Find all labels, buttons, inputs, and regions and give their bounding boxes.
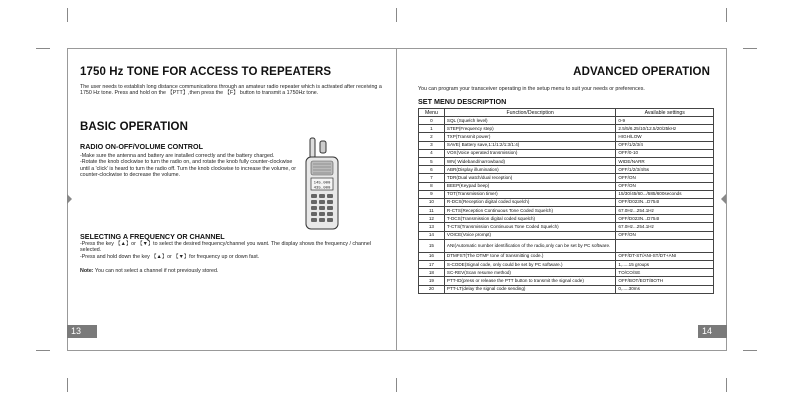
table-row [419, 117, 714, 125]
table-row [419, 133, 714, 141]
radio-onoff-para-1: -Make sure the antenna and battery are installed correctly and the battery charged. [80, 153, 275, 159]
table-row [419, 231, 714, 239]
table-row [419, 277, 714, 285]
settings-cell: WIDE/NARR [616, 157, 714, 165]
menu-number-cell: 14 [419, 231, 445, 239]
table-row [419, 174, 714, 182]
function-cell: SQL (Squelch level) [444, 117, 616, 125]
menu-number-cell: 2 [419, 133, 445, 141]
table-row [419, 182, 714, 190]
set-menu-heading: SET MENU DESCRIPTION [418, 97, 507, 106]
note-text: You can not select a channel if not previously stored. [93, 268, 219, 274]
settings-cell: OFF/1/2/3/4/5s [616, 166, 714, 174]
channel-heading: SELECTING A FREQUENCY OR CHANNEL [80, 232, 225, 241]
right-page-title: ADVANCED OPERATION [573, 66, 710, 78]
settings-cell: OFF/D023N...D754I [616, 215, 714, 223]
menu-number-cell: 15 [419, 239, 445, 252]
settings-cell: 0-9 [616, 117, 714, 125]
settings-cell: 15/30/45/60.../585/600seconds [616, 190, 714, 198]
table-row [419, 215, 714, 223]
table-row [419, 198, 714, 206]
settings-cell: 67.0Hz...254.1Hz [616, 223, 714, 231]
menu-number-cell: 5 [419, 157, 445, 165]
function-cell: STEP(Frequency step) [444, 125, 616, 133]
set-menu-table [418, 108, 714, 294]
function-cell: TDR(Dual watch/dual reception) [444, 174, 616, 182]
advanced-intro-text: You can program your transceiver operating in the setup menu to suit your needs or preferences. [418, 86, 645, 92]
menu-number-cell: 11 [419, 207, 445, 215]
left-page-number: 13 [67, 325, 97, 338]
settings-cell: OFF/D023N...D754I [616, 198, 714, 206]
note-label: Note: [80, 268, 94, 274]
menu-number-cell: 20 [419, 285, 445, 293]
table-row [419, 207, 714, 215]
table-row [419, 190, 714, 198]
function-cell: ANI(Automatic number identification of the radio,only can be set by PC software. [444, 239, 616, 252]
left-edge-triangle [67, 194, 72, 204]
header-function: Function/Description [444, 109, 616, 117]
settings-cell: OFF/ON [616, 231, 714, 239]
menu-number-cell: 4 [419, 149, 445, 157]
left-page-title: 1750 Hz TONE FOR ACCESS TO REPEATERS [80, 66, 332, 78]
menu-number-cell: 18 [419, 269, 445, 277]
settings-cell: OFF/BOT/EOT/BOTH [616, 277, 714, 285]
function-cell: ABR(Display illumination) [444, 166, 616, 174]
function-cell: S-CODE(Signal code, only could be set by PC software.) [444, 261, 616, 269]
settings-cell: TO/CO/SE [616, 269, 714, 277]
function-cell: VOICE(Voice prompt) [444, 231, 616, 239]
menu-number-cell: 3 [419, 141, 445, 149]
settings-cell: 1,.....15 groups [616, 261, 714, 269]
menu-number-cell: 0 [419, 117, 445, 125]
menu-number-cell: 9 [419, 190, 445, 198]
radio-onoff-body [80, 153, 302, 179]
menu-number-cell: 10 [419, 198, 445, 206]
settings-cell: 0,.....30ms [616, 285, 714, 293]
function-cell: TXP(Transmit power) [444, 133, 616, 141]
settings-cell: OFF/1/2/3/4 [616, 141, 714, 149]
menu-number-cell: 7 [419, 174, 445, 182]
settings-cell [616, 239, 714, 252]
radio-illustration [302, 137, 342, 231]
function-cell: R-CTS(Reception Continuous Tone Coded Squelch) [444, 207, 616, 215]
right-edge-triangle [721, 194, 726, 204]
note [80, 268, 380, 274]
menu-number-cell: 16 [419, 252, 445, 260]
function-cell: SC-REV(Scan resume method) [444, 269, 616, 277]
table-row [419, 149, 714, 157]
settings-cell: OFF/ON [616, 174, 714, 182]
function-cell: DTMFST(The DTMF tone of transmitting code.) [444, 252, 616, 260]
settings-cell: OFF/0-10 [616, 149, 714, 157]
menu-number-cell: 1 [419, 125, 445, 133]
channel-para-2: -Press and hold down the key 【▲】or 【▼】for frequency up or down fast. [80, 253, 260, 260]
function-cell: BEEP(Keypad beep) [444, 182, 616, 190]
channel-para-1: -Press the key 【▲】or 【▼】to select the desired frequency/channel you want. The display shows the frequency / channel selected. [80, 241, 371, 254]
function-cell: WN( Wideband/narrowband) [444, 157, 616, 165]
settings-cell: HIGH/LOW [616, 133, 714, 141]
right-page-number: 14 [698, 325, 727, 338]
radio-onoff-heading: RADIO ON-OFF/VOLUME CONTROL [80, 142, 203, 151]
menu-number-cell: 17 [419, 261, 445, 269]
antenna [310, 138, 326, 158]
settings-cell: 67.0Hz...254.1Hz [616, 207, 714, 215]
menu-number-cell: 12 [419, 215, 445, 223]
table-row [419, 269, 714, 277]
function-cell: TOT(Transmission timer) [444, 190, 616, 198]
function-cell: T-DCS(Transmission digital coded squelch) [444, 215, 616, 223]
function-cell: T-CTS(Transmission Continuous Tone Coded Squelch) [444, 223, 616, 231]
function-cell: PTT-ID(press or release the PTT button to transmit the signal code) [444, 277, 616, 285]
settings-cell: OFF/ON [616, 182, 714, 190]
table-header-row [419, 109, 714, 117]
menu-number-cell: 13 [419, 223, 445, 231]
menu-number-cell: 19 [419, 277, 445, 285]
settings-cell: 2.5/5/6.25/10/12.5/20/25kHz [616, 125, 714, 133]
menu-number-cell: 6 [419, 166, 445, 174]
function-cell: R-DCS(Reception digital coded squelch) [444, 198, 616, 206]
function-cell: PTT-LT(delay the signal code sending) [444, 285, 616, 293]
table-row [419, 261, 714, 269]
table-row [419, 157, 714, 165]
table-row [419, 285, 714, 293]
radio-onoff-para-2: -Rotate the knob clockwise to turn the radio on, and rotate the knob fully counter-clockwise until a 'click' is heard to turn the radio off. Turn the knob clockwise to increase the volume, or counter-clockwise to decrease the volume. [80, 159, 296, 179]
function-cell: VOX(Voice operated transmission) [444, 149, 616, 157]
radio-display-line-2: 435.000 [313, 186, 331, 191]
function-cell: SAVE( Battery save,1:1/1:2/1:3/1:4) [444, 141, 616, 149]
table-row [419, 125, 714, 133]
settings-cell: OFF/DT-ST/ANI-ST/DT+ANI [616, 252, 714, 260]
menu-number-cell: 8 [419, 182, 445, 190]
table-row [419, 166, 714, 174]
table-row [419, 141, 714, 149]
table-row [419, 252, 714, 260]
radio-display-line-1: 145.000 [313, 181, 331, 186]
basic-operation-title: BASIC OPERATION [80, 121, 188, 133]
tone-intro-text: The user needs to establish long distance communications through an amateur radio repeater which is activated after receiving a 1750 Hz tone. Press and hold on the 【PTT】,then press the 【F】 button to transmit a 1750Hz tone. [80, 84, 382, 97]
channel-body [80, 241, 390, 260]
table-row [419, 223, 714, 231]
header-settings: Available settings [616, 109, 714, 117]
table-row [419, 239, 714, 252]
header-menu: Menu [419, 109, 445, 117]
